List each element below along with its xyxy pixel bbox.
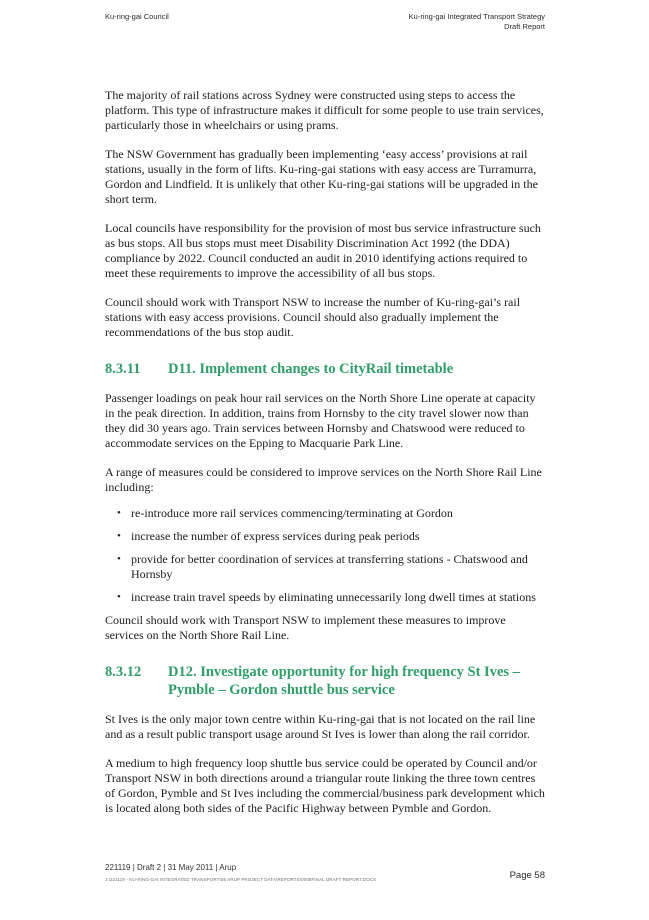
- bullet-icon: •: [117, 591, 121, 603]
- document-body: [105, 88, 546, 830]
- paragraph-shuttle-bus-loop: A medium to high frequency loop shuttle bus service could be operated by Council and/or Transport NSW in both directions around a triangular route linking the three town centres of Gordon, Pymble and St Ives including the commercial/business park development which is located along both sides of the Pacific Highway between Pymble and Gordon.: [105, 756, 545, 815]
- section-heading-8-3-12: [105, 663, 546, 699]
- paragraph-transport-nsw-easy-access: Council should work with Transport NSW to increase the number of Ku-ring-gai’s rail stations with easy access provisions. Council should also gradually implement the recommendations of the bus stop audit.: [105, 295, 521, 339]
- paragraph-rail-stations-steps: The majority of rail stations across Sydney were constructed using steps to access the platform. This type of infrastructure makes it difficult for some people to use train services, particularly those in wheelchairs or using prams.: [105, 88, 544, 132]
- list-item-text: provide for better coordination of services at transferring stations - Chatswood and Hornsby: [131, 552, 528, 581]
- page-header: [105, 12, 545, 31]
- list-item-text: increase the number of express services during peak periods: [131, 529, 420, 543]
- page-footer: [105, 862, 545, 883]
- section-title: D12. Investigate opportunity for high frequency St Ives – Pymble – Gordon shuttle bus service: [168, 664, 520, 698]
- footer-meta-line: 221119 | Draft 2 | 31 May 2011 | Arup: [105, 863, 237, 872]
- header-council-name: Ku-ring-gai Council: [105, 12, 169, 21]
- list-item-text: re-introduce more rail services commencing/terminating at Gordon: [131, 506, 453, 520]
- page-number: Page 58: [509, 870, 545, 881]
- section-number: 8.3.12: [105, 664, 142, 680]
- measures-bullet-list: [105, 506, 546, 605]
- paragraph-bus-stops-dda: Local councils have responsibility for the provision of most bus service infrastructure such as bus stops. All bus stops must meet Disability Discrimination Act 1992 (the DDA) compliance by 2022. Council conducted an audit in 2010 identifying actions required to meet these requirements to improve the accessibility of all bus stops.: [105, 221, 541, 280]
- list-item: [105, 590, 546, 605]
- footer-document-info: [105, 862, 376, 883]
- paragraph-passenger-loadings: Passenger loadings on peak hour rail services on the North Shore Line operate at capacity in the peak direction. In addition, trains from Hornsby to the city travel slower now than they did 30 years ago. Train services between Hornsby and Chatswood were reduced to accommodate services on the Epping to Macquarie Park Line.: [105, 391, 536, 450]
- section-number: 8.3.11: [105, 361, 141, 377]
- list-item-text: increase train travel speeds by eliminating unnecessarily long dwell times at stations: [131, 590, 536, 604]
- header-report-title-line2: Draft Report: [504, 21, 545, 31]
- bullet-icon: •: [117, 553, 121, 565]
- paragraph-range-of-measures: A range of measures could be considered to improve services on the North Shore Rail Line including:: [105, 465, 542, 494]
- footer-file-path: J:\221119 - KU-RING-GAI INTEGRATED TRANSPORT\05 ARUP PROJECT DATA\REPORTS\0008FINAL DRAFT REPORT.DOCX: [105, 877, 377, 882]
- section-heading-8-3-11: [105, 360, 546, 378]
- paragraph-st-ives-town-centre: St Ives is the only major town centre within Ku-ring-gai that is not located on the rail line and as a result public transport usage around St Ives is lower than along the rail corridor.: [105, 712, 536, 741]
- bullet-icon: •: [117, 507, 121, 519]
- list-item: [105, 506, 546, 521]
- bullet-icon: •: [117, 530, 121, 542]
- paragraph-easy-access: The NSW Government has gradually been implementing ‘easy access’ provisions at rail stations, usually in the form of lifts. Ku-ring-gai stations with easy access are Turramurra, Gordon and Lindfield. It is unlikely that other Ku-ring-gai stations will be upgraded in the short term.: [105, 147, 538, 206]
- header-report-title: [409, 12, 545, 31]
- list-item: [105, 529, 546, 544]
- list-item: [105, 552, 546, 582]
- paragraph-implement-measures: Council should work with Transport NSW to implement these measures to improve services on the North Shore Rail Line.: [105, 613, 506, 642]
- header-report-title-line1: Ku-ring-gai Integrated Transport Strategy: [408, 12, 545, 21]
- section-title: D11. Implement changes to CityRail timetable: [168, 361, 454, 377]
